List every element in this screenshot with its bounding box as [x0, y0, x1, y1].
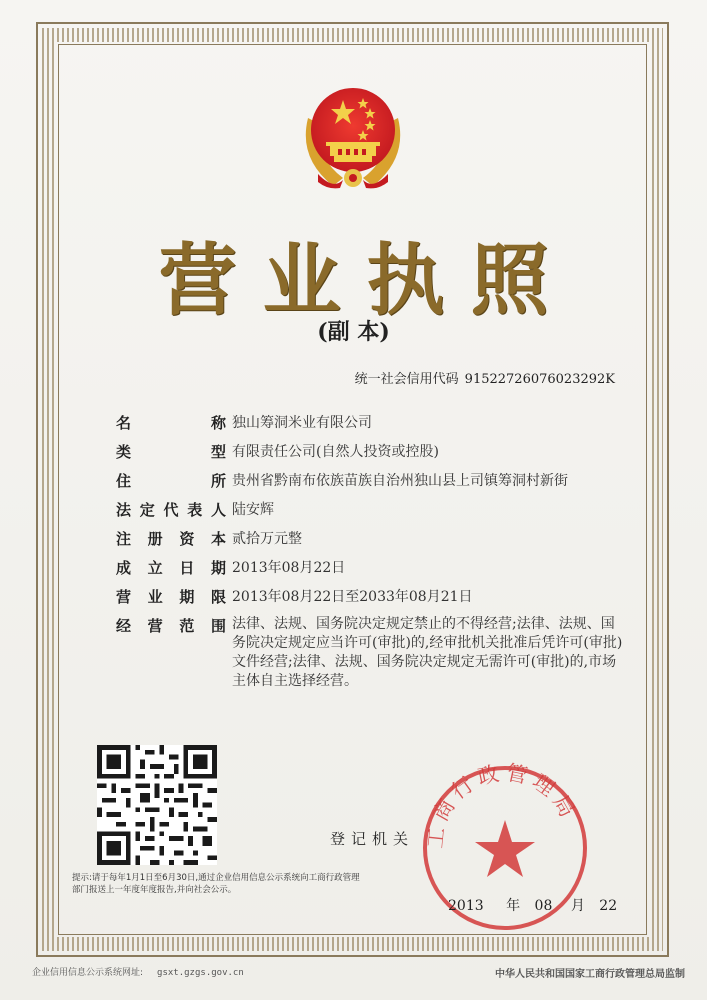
- registrar-label: 登记机关: [330, 830, 415, 848]
- field-value-type: 有限责任公司(自然人投资或控股): [232, 444, 439, 460]
- field-row-name: [116, 412, 646, 441]
- issue-date-month: 08: [534, 898, 553, 914]
- field-value-legal-rep: 陆安辉: [232, 502, 274, 518]
- field-row-founded: [116, 557, 646, 586]
- field-row-term: [116, 586, 646, 615]
- document-subtitle: (副 本): [317, 319, 390, 345]
- field-value-term: 2013年08月22日至2033年08月21日: [232, 589, 473, 605]
- field-label-legal-rep: 法定代表人: [116, 501, 226, 519]
- field-value-address: 贵州省黔南布依族苗族自治州独山县上司镇筹洞村新街: [232, 473, 568, 489]
- field-value-capital: 贰拾万元整: [232, 531, 302, 547]
- qr-note: 提示:请于每年1月1日至6月30日,通过企业信用信息公示系统向工商行政管理部门报送上一年度年度报告,并向社会公示。: [72, 873, 360, 895]
- field-row-capital: [116, 528, 646, 557]
- field-label-term: 营业期限: [116, 588, 226, 606]
- license-fields: [116, 412, 646, 691]
- national-emblem-icon: [288, 78, 418, 198]
- footer-issuer: 中华人民共和国国家工商行政管理总局监制: [495, 969, 685, 980]
- document-title: 营业执照: [158, 235, 575, 326]
- field-row-address: [116, 470, 646, 499]
- field-label-scope: 经营范围: [116, 617, 226, 635]
- issue-date-year: 2013: [448, 898, 484, 914]
- issue-date-day: 22: [599, 898, 618, 914]
- credit-code: [355, 368, 615, 387]
- field-row-legal-rep: [116, 499, 646, 528]
- field-row-scope: [116, 615, 646, 691]
- field-label-type: 类型: [116, 443, 226, 461]
- field-label-address: 住所: [116, 472, 226, 490]
- field-label-founded: 成立日期: [116, 559, 226, 577]
- issue-date-month-unit: 月: [570, 898, 585, 914]
- issue-date: [448, 895, 617, 915]
- qr-code-icon: [97, 745, 217, 865]
- field-value-founded: 2013年08月22日: [232, 560, 346, 576]
- credit-code-label: 统一社会信用代码: [354, 372, 459, 387]
- footer-website: [32, 965, 244, 978]
- footer-website-label: 企业信用信息公示系统网址:: [32, 968, 144, 978]
- issue-date-year-unit: 年: [506, 898, 521, 914]
- footer-website-url: gsxt.gzgs.gov.cn: [157, 968, 244, 978]
- field-value-name: 独山筹洞米业有限公司: [232, 415, 372, 431]
- field-row-type: [116, 441, 646, 470]
- field-label-name: 名称: [116, 414, 226, 432]
- field-label-capital: 注册资本: [116, 530, 226, 548]
- credit-code-value: 91522726076023292K: [464, 372, 615, 387]
- svg-text:工商行政管理局: 工商行政管理局: [423, 760, 582, 850]
- field-value-scope: 法律、法规、国务院决定规定禁止的不得经营;法律、法规、国务院决定规定应当许可(审批)的,经审批机关批准后凭许可(审批)文件经营;法律、法规、国务院决定规定无需许可(审批)的,市场主体自主选择经营。: [232, 616, 623, 689]
